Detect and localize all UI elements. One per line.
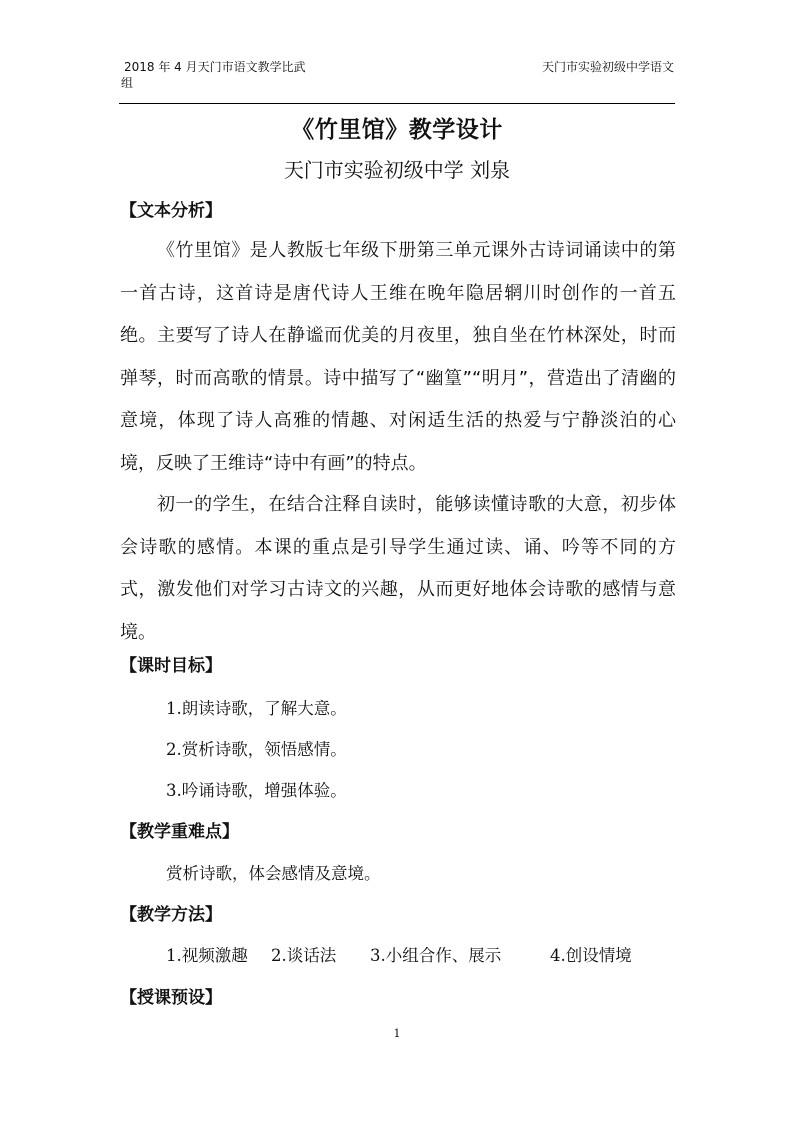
analysis-paragraph-1: 《竹里馆》是人教版七年级下册第三单元课外古诗词诵读中的第一首古诗，这首诗是唐代诗人王维在晚年隐居辋川时创作的一首五绝。主要写了诗人在静谧而优美的月夜里，独自坐在竹林深处，时而弹琴，时而高歌的情景。诗中描写了“幽篁”“明月”，营造出了清幽的意境，体现了诗人高雅的情趣、对闲适生活的热爱与宁静淡泊的心境，反映了王维诗“诗中有画”的特点。	[120, 240, 676, 474]
method-item: 1.视频激趣	[166, 946, 248, 965]
goal-item-2: 2.赏析诗歌，领悟感情。	[166, 740, 347, 759]
header-right: 天门市实验初级中学语文	[541, 60, 674, 74]
section-heading-goals: 【课时目标】	[120, 656, 222, 676]
section-heading-key-points: 【教学重难点】	[120, 822, 239, 842]
section-heading-methods: 【教学方法】	[120, 905, 222, 925]
section-heading-analysis: 【文本分析】	[120, 201, 222, 221]
section-heading-preset: 【授课预设】	[120, 988, 222, 1008]
goal-item-3: 3.吟诵诗歌，增强体验。	[166, 781, 347, 800]
key-points-text: 赏析诗歌，体会感情及意境。	[166, 864, 381, 883]
methods-list	[166, 944, 632, 968]
method-item: 4.创设情境	[550, 946, 632, 965]
header-left-line2: 组	[121, 76, 134, 90]
author-line: 天门市实验初级中学 刘泉	[283, 158, 511, 182]
header-left-line1: 2018 年 4 月天门市语文教学比武	[124, 60, 306, 74]
method-item: 2.谈话法	[271, 946, 337, 965]
header-left	[121, 59, 311, 91]
header-divider	[119, 103, 675, 104]
goal-item-1: 1.朗读诗歌，了解大意。	[166, 699, 347, 718]
analysis-paragraph-2: 初一的学生，在结合注释自读时，能够读懂诗歌的大意，初步体会诗歌的感情。本课的重点是引导学生通过读、诵、吟等不同的方式，激发他们对学习古诗文的兴趣，从而更好地体会诗歌的感情与意境。	[120, 494, 676, 643]
method-item: 3.小组合作、展示	[370, 946, 502, 965]
document-title: 《竹里馆》教学设计	[291, 117, 503, 143]
page-number: 1	[393, 1027, 401, 1040]
